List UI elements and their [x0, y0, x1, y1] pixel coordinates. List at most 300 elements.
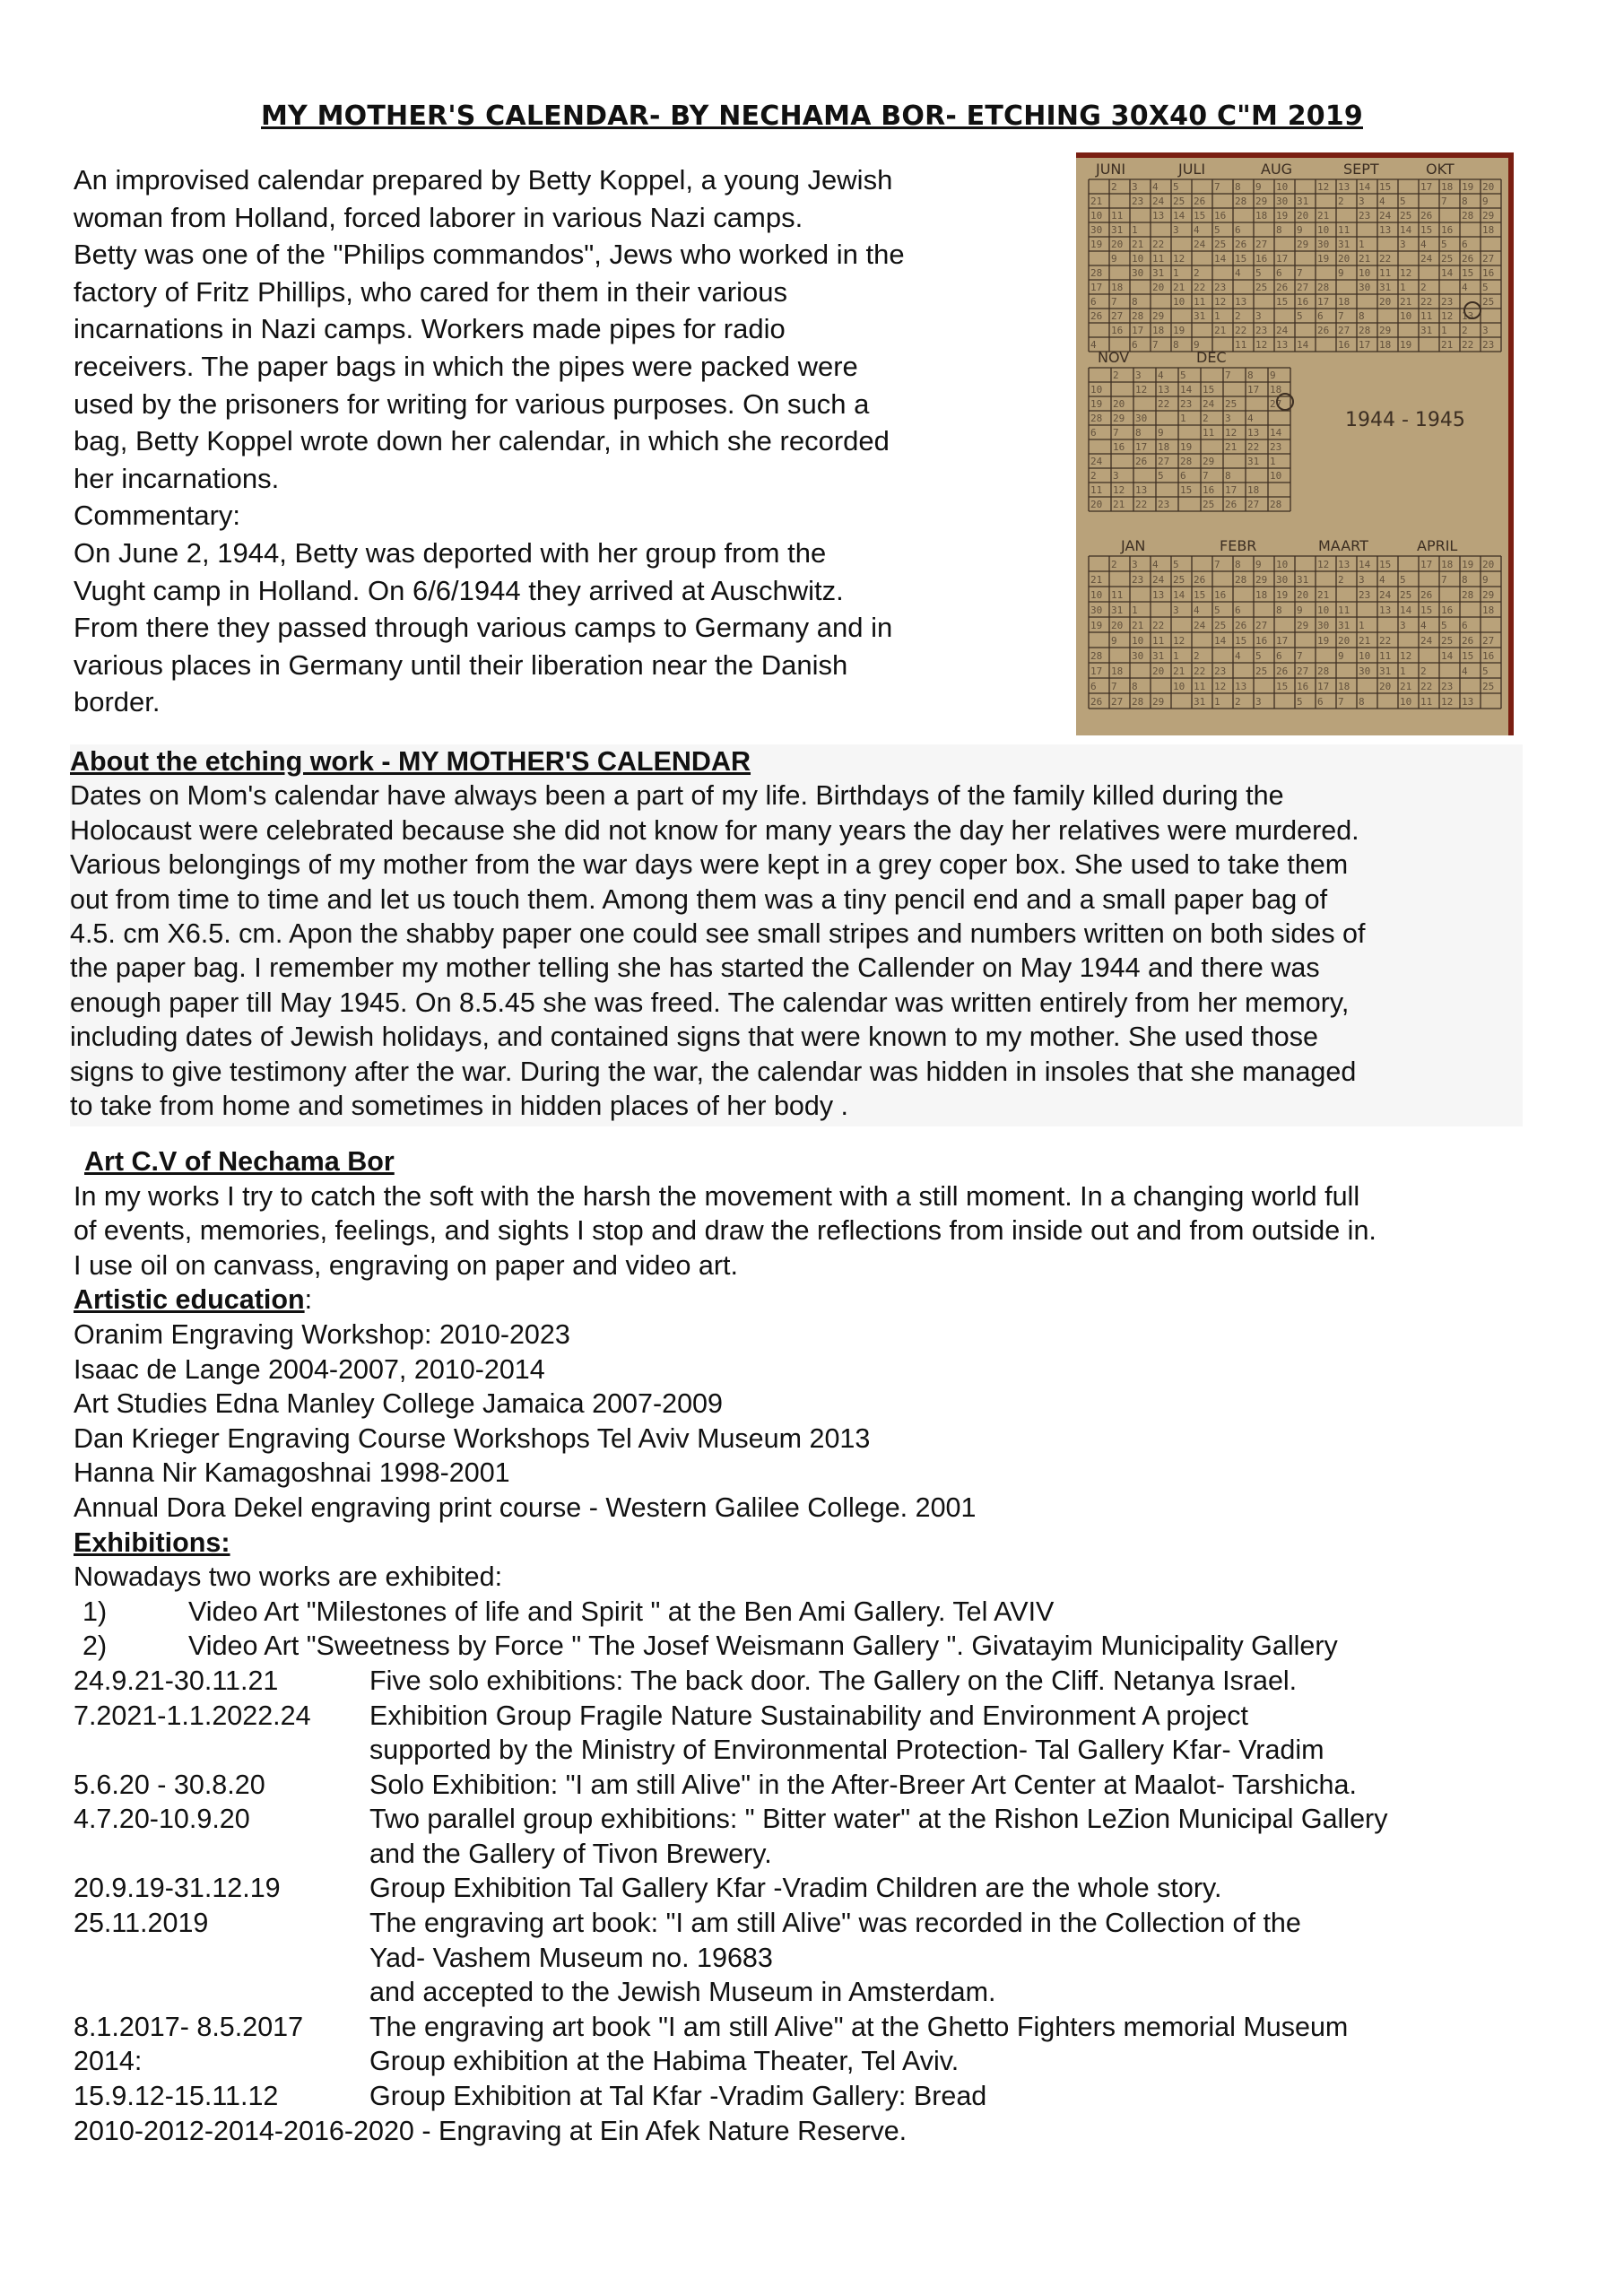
calendar-day-mark: 6 — [1276, 267, 1282, 279]
calendar-day-mark: 30 — [1135, 413, 1148, 424]
calendar-day-mark: 22 — [1420, 681, 1433, 692]
exhibitions-intro: Nowadays two works are exhibited: — [74, 1561, 503, 1593]
calendar-day-mark: 21 — [1317, 589, 1330, 601]
calendar-day-mark: 17 — [1317, 681, 1330, 692]
intro-line: Vught camp in Holland. On 6/6/1944 they arrived at Auschwitz. — [74, 574, 844, 606]
calendar-day-mark: 28 — [1235, 574, 1247, 586]
calendar-day-mark: 7 — [1111, 296, 1117, 308]
calendar-day-mark: 12 — [1113, 484, 1125, 496]
about-line: Various belongings of my mother from the war days were kept in a grey coper box. She used to take them — [70, 849, 1349, 881]
calendar-day-mark: 3 — [1359, 574, 1365, 586]
calendar-day-mark: 17 — [1225, 484, 1238, 496]
calendar-day-mark: 11 — [1194, 296, 1206, 308]
calendar-day-mark: 15 — [1235, 253, 1247, 265]
calendar-day-mark: 28 — [1090, 413, 1103, 424]
exhibition-date: 5.6.20 - 30.8.20 — [74, 1769, 265, 1800]
calendar-day-mark: 22 — [1194, 282, 1206, 293]
calendar-day-mark: 24 — [1379, 210, 1392, 222]
calendar-day-mark: 18 — [1152, 325, 1165, 336]
calendar-day-mark: 13 — [1247, 427, 1260, 439]
calendar-day-mark: 19 — [1400, 339, 1412, 351]
about-line: to take from home and sometimes in hidden places of her body . — [70, 1091, 849, 1122]
calendar-day-mark: 14 — [1441, 267, 1454, 279]
calendar-day-mark: 24 — [1194, 620, 1206, 631]
calendar-day-mark: 5 — [1297, 310, 1303, 322]
calendar-day-mark: 14 — [1180, 384, 1193, 396]
calendar-day-mark: 29 — [1297, 620, 1309, 631]
calendar-day-mark: 2 — [1194, 267, 1200, 279]
calendar-day-mark: 19 — [1276, 210, 1289, 222]
calendar-day-mark: 12 — [1441, 696, 1454, 708]
calendar-day-mark: 15 — [1462, 267, 1474, 279]
calendar-day-mark: 16 — [1441, 604, 1454, 616]
exhibition-date: 15.9.12-15.11.12 — [74, 2081, 279, 2112]
calendar-day-mark: 19 — [1090, 398, 1103, 410]
calendar-day-mark: 27 — [1297, 665, 1309, 677]
month-label: SEPT — [1343, 161, 1379, 178]
calendar-day-mark: 4 — [1247, 413, 1254, 424]
calendar-day-mark: 30 — [1276, 574, 1289, 586]
calendar-day-mark: 14 — [1297, 339, 1309, 351]
calendar-day-mark: 17 — [1135, 441, 1148, 453]
calendar-day-mark: 27 — [1111, 696, 1124, 708]
intro-line: her incarnations. — [74, 462, 280, 494]
intro-line: receivers. The paper bags in which the pipes were packed were — [74, 350, 858, 382]
calendar-day-mark: 18 — [1270, 384, 1282, 396]
paper-top-edge — [1076, 152, 1514, 158]
month-label: NOV — [1098, 349, 1130, 366]
calendar-day-mark: 1 — [1180, 413, 1186, 424]
calendar-day-mark: 14 — [1214, 635, 1227, 647]
exhibition-row — [74, 1664, 1544, 1699]
calendar-day-mark: 1 — [1359, 239, 1365, 250]
calendar-day-mark: 24 — [1152, 574, 1165, 586]
intro-line: border. — [74, 686, 161, 718]
calendar-day-mark: 29 — [1113, 413, 1125, 424]
calendar-day-mark: 11 — [1090, 484, 1103, 496]
calendar-day-mark: 31 — [1297, 574, 1309, 586]
calendar-day-mark: 4 — [1152, 181, 1159, 193]
calendar-day-mark: 16 — [1297, 681, 1309, 692]
calendar-day-mark: 17 — [1090, 665, 1103, 677]
calendar-day-mark: 1 — [1214, 696, 1220, 708]
calendar-day-mark: 8 — [1359, 696, 1365, 708]
calendar-day-mark: 29 — [1152, 696, 1165, 708]
calendar-day-mark: 11 — [1420, 696, 1433, 708]
education-item: Isaac de Lange 2004-2007, 2010-2014 — [74, 1353, 545, 1385]
calendar-day-mark: 21 — [1173, 282, 1185, 293]
calendar-day-mark: 29 — [1379, 325, 1392, 336]
calendar-day-mark: 10 — [1359, 650, 1371, 662]
calendar-day-mark: 27 — [1482, 253, 1495, 265]
calendar-day-mark: 16 — [1111, 325, 1124, 336]
exhibition-description — [369, 1871, 1544, 1906]
calendar-day-mark: 24 — [1420, 635, 1433, 647]
calendar-day-mark: 16 — [1214, 210, 1227, 222]
calendar-day-mark: 31 — [1379, 282, 1392, 293]
education-list — [74, 1318, 1544, 1526]
calendar-day-mark: 22 — [1152, 620, 1165, 631]
calendar-day-mark: 25 — [1214, 620, 1227, 631]
calendar-day-mark: 30 — [1317, 620, 1330, 631]
calendar-day-mark: 7 — [1441, 196, 1447, 207]
calendar-day-mark: 10 — [1270, 470, 1282, 482]
calendar-day-mark: 19 — [1462, 181, 1474, 193]
calendar-day-mark: 15 — [1203, 384, 1215, 396]
calendar-day-mark: 23 — [1359, 589, 1371, 601]
intro-line: factory of Fritz Phillips, who cared for them in their various — [74, 275, 787, 308]
calendar-day-mark: 12 — [1400, 650, 1412, 662]
calendar-day-mark: 4 — [1462, 665, 1468, 677]
calendar-day-mark: 28 — [1090, 650, 1103, 662]
exhibition-line: supported by the Ministry of Environmental Protection- Tal Gallery Kfar- Vradim — [369, 1735, 1324, 1766]
exhibition-description — [369, 1699, 1544, 1768]
calendar-day-mark: 18 — [1247, 484, 1260, 496]
exhibition-line: Group Exhibition Tal Gallery Kfar -Vradim Children are the whole story. — [369, 1873, 1222, 1904]
about-line: Dates on Mom's calendar have always been a part of my life. Birthdays of the family killed during the — [70, 780, 1284, 812]
calendar-day-mark: 5 — [1214, 604, 1220, 616]
calendar-day-mark: 22 — [1235, 325, 1247, 336]
current-work-number: 1) — [83, 1596, 108, 1627]
calendar-day-mark: 20 — [1297, 589, 1309, 601]
calendar-day-mark: 29 — [1482, 210, 1495, 222]
calendar-day-mark: 15 — [1420, 224, 1433, 236]
final-line: 2010-2012-2014-2016-2020 - Engraving at Ein Afek Nature Reserve. — [74, 2115, 908, 2146]
calendar-day-mark: 3 — [1400, 620, 1406, 631]
calendar-day-mark: 4 — [1235, 650, 1241, 662]
about-heading: About the etching work - MY MOTHER'S CALENDAR — [70, 746, 751, 777]
exhibition-line: Yad- Vashem Museum no. 19683 — [369, 1942, 773, 1973]
exhibition-line: and accepted to the Jewish Museum in Amsterdam. — [369, 1977, 996, 2008]
exhibition-description — [369, 1768, 1544, 1803]
calendar-day-mark: 7 — [1111, 681, 1117, 692]
calendar-day-mark: 5 — [1482, 282, 1489, 293]
exhibition-row — [74, 1906, 1544, 2010]
calendar-day-mark: 27 — [1255, 620, 1268, 631]
calendar-day-mark: 4 — [1235, 267, 1241, 279]
calendar-day-mark: 10 — [1090, 589, 1103, 601]
calendar-day-mark: 2 — [1338, 574, 1344, 586]
calendar-day-mark: 5 — [1297, 696, 1303, 708]
calendar-day-mark: 7 — [1297, 650, 1303, 662]
exhibition-date: 20.9.19-31.12.19 — [74, 1873, 281, 1904]
exhibitions-list — [74, 1664, 1544, 2114]
calendar-day-mark: 21 — [1132, 239, 1144, 250]
calendar-day-mark: 30 — [1359, 282, 1371, 293]
calendar-day-mark: 27 — [1158, 456, 1170, 467]
calendar-day-mark: 21 — [1400, 681, 1412, 692]
calendar-day-mark: 31 — [1420, 325, 1433, 336]
calendar-day-mark: 28 — [1235, 196, 1247, 207]
calendar-day-mark: 22 — [1194, 665, 1206, 677]
calendar-day-mark: 18 — [1482, 224, 1495, 236]
calendar-day-mark: 1 — [1359, 620, 1365, 631]
calendar-day-mark: 17 — [1420, 181, 1433, 193]
education-item: Annual Dora Dekel engraving print course - Western Galilee College. 2001 — [74, 1492, 977, 1523]
calendar-day-mark: 31 — [1152, 650, 1165, 662]
calendar-day-mark: 9 — [1111, 253, 1117, 265]
calendar-day-mark: 12 — [1214, 296, 1227, 308]
calendar-day-mark: 6 — [1090, 427, 1097, 439]
calendar-day-mark: 19 — [1317, 635, 1330, 647]
calendar-day-mark: 25 — [1441, 635, 1454, 647]
exhibition-line: Five solo exhibitions: The back door. The Gallery on the Cliff. Netanya Israel. — [369, 1665, 1298, 1696]
calendar-day-mark: 4 — [1379, 196, 1385, 207]
calendar-day-mark: 7 — [1441, 574, 1447, 586]
calendar-day-mark: 2 — [1420, 665, 1427, 677]
calendar-day-mark: 24 — [1090, 456, 1103, 467]
calendar-day-mark: 21 — [1317, 210, 1330, 222]
exhibition-description — [369, 2044, 1544, 2079]
about-line: including dates of Jewish holidays, and contained signs that were known to my mother. She used those — [70, 1022, 1318, 1053]
calendar-day-mark: 19 — [1462, 559, 1474, 570]
calendar-day-mark: 31 — [1247, 456, 1260, 467]
calendar-day-mark: 10 — [1132, 253, 1144, 265]
calendar-day-mark: 9 — [1158, 427, 1164, 439]
calendar-day-mark: 6 — [1132, 339, 1138, 351]
calendar-day-mark: 10 — [1276, 181, 1289, 193]
calendar-day-mark: 9 — [1338, 267, 1344, 279]
calendar-day-mark: 20 — [1482, 181, 1495, 193]
calendar-day-mark: 2 — [1338, 196, 1344, 207]
calendar-day-mark: 5 — [1173, 559, 1179, 570]
current-works-list — [74, 1595, 1544, 1664]
cv-section — [74, 1144, 1544, 2148]
calendar-day-mark: 20 — [1379, 681, 1392, 692]
exhibition-line: Solo Exhibition: "I am still Alive" in the After-Breer Art Center at Maalot- Tarshicha. — [369, 1769, 1357, 1800]
calendar-day-mark: 6 — [1235, 224, 1241, 236]
calendar-day-mark: 7 — [1214, 181, 1220, 193]
calendar-day-mark: 17 — [1317, 296, 1330, 308]
calendar-day-mark: 4 — [1194, 224, 1200, 236]
about-section — [70, 744, 1523, 1126]
calendar-day-mark: 5 — [1255, 650, 1262, 662]
calendar-day-mark: 14 — [1441, 650, 1454, 662]
calendar-day-mark: 28 — [1317, 665, 1330, 677]
calendar-day-mark: 23 — [1359, 210, 1371, 222]
calendar-day-mark: 18 — [1482, 604, 1495, 616]
intro-line: On June 2, 1944, Betty was deported with her group from the — [74, 536, 827, 569]
calendar-day-mark: 10 — [1400, 310, 1412, 322]
calendar-day-mark: 10 — [1173, 681, 1185, 692]
calendar-day-mark: 15 — [1276, 681, 1289, 692]
calendar-day-mark: 27 — [1297, 282, 1309, 293]
calendar-day-mark: 11 — [1420, 310, 1433, 322]
calendar-day-mark: 13 — [1379, 224, 1392, 236]
intro-line: An improvised calendar prepared by Betty Koppel, a young Jewish — [74, 164, 893, 196]
calendar-day-mark: 5 — [1482, 665, 1489, 677]
calendar-day-mark: 19 — [1090, 620, 1103, 631]
calendar-day-mark: 30 — [1276, 196, 1289, 207]
calendar-day-mark: 26 — [1317, 325, 1330, 336]
calendar-day-mark: 26 — [1276, 282, 1289, 293]
calendar-day-mark: 15 — [1194, 589, 1206, 601]
calendar-day-mark: 26 — [1135, 456, 1148, 467]
calendar-grid-bottom — [1089, 556, 1501, 709]
exhibition-description — [369, 1802, 1544, 1871]
statement-line: of events, memories, feelings, and sights I stop and draw the reflections from inside out and from outside in. — [74, 1215, 1376, 1247]
calendar-day-mark: 20 — [1113, 398, 1125, 410]
calendar-day-mark: 2 — [1090, 470, 1097, 482]
about-line: out from time to time and let us touch them. Among them was a tiny pencil end and a small paper bag of — [70, 883, 1328, 915]
about-line: the paper bag. I remember my mother telling she has started the Callender on May 1944 and there was — [70, 952, 1320, 984]
calendar-day-mark: 26 — [1194, 574, 1206, 586]
calendar-day-mark: 14 — [1270, 427, 1282, 439]
month-label: JAN — [1121, 537, 1146, 554]
calendar-day-mark: 9 — [1194, 339, 1200, 351]
calendar-day-mark: 23 — [1158, 499, 1170, 510]
about-line: signs to give testimony after the war. During the war, the calendar was hidden in insoles that she managed — [70, 1056, 1357, 1087]
calendar-day-mark: 10 — [1132, 635, 1144, 647]
calendar-day-mark: 28 — [1317, 282, 1330, 293]
calendar-day-mark: 13 — [1338, 181, 1350, 193]
calendar-day-mark: 11 — [1379, 650, 1392, 662]
exhibition-row — [74, 1768, 1544, 1803]
exhibition-line: Group Exhibition at Tal Kfar -Vradim Gallery: Bread — [369, 2081, 987, 2112]
calendar-day-mark: 18 — [1441, 181, 1454, 193]
calendar-day-mark: 30 — [1132, 267, 1144, 279]
calendar-day-mark: 3 — [1135, 370, 1142, 381]
calendar-day-mark: 7 — [1203, 470, 1209, 482]
calendar-day-mark: 25 — [1173, 196, 1185, 207]
calendar-day-mark: 8 — [1235, 559, 1241, 570]
intro-line: Betty was one of the "Philips commandos", Jews who worked in the — [74, 239, 905, 271]
month-label: AUG — [1261, 161, 1293, 178]
calendar-day-mark: 21 — [1173, 665, 1185, 677]
calendar-day-mark: 11 — [1338, 224, 1350, 236]
calendar-day-mark: 31 — [1111, 224, 1124, 236]
calendar-day-mark: 6 — [1317, 310, 1324, 322]
calendar-day-mark: 13 — [1158, 384, 1170, 396]
calendar-day-mark: 14 — [1359, 559, 1371, 570]
calendar-day-mark: 2 — [1194, 650, 1200, 662]
calendar-day-mark: 26 — [1194, 196, 1206, 207]
calendar-day-mark: 15 — [1180, 484, 1193, 496]
month-label: MAART — [1318, 537, 1368, 554]
month-label: OKT — [1426, 161, 1455, 178]
calendar-day-mark: 9 — [1482, 196, 1489, 207]
calendar-day-mark: 25 — [1400, 589, 1412, 601]
calendar-day-mark: 20 — [1482, 559, 1495, 570]
calendar-day-mark: 19 — [1090, 239, 1103, 250]
calendar-day-mark: 13 — [1338, 559, 1350, 570]
calendar-day-mark: 16 — [1482, 267, 1495, 279]
calendar-day-mark: 20 — [1338, 635, 1350, 647]
exhibition-row — [74, 1699, 1544, 1768]
calendar-day-mark: 4 — [1158, 370, 1164, 381]
intro-line: incarnations in Nazi camps. Workers made pipes for radio — [74, 313, 786, 345]
calendar-day-mark: 9 — [1297, 224, 1303, 236]
calendar-day-mark: 2 — [1420, 282, 1427, 293]
calendar-grid-top — [1089, 179, 1501, 352]
calendar-day-mark: 28 — [1462, 210, 1474, 222]
calendar-day-mark: 6 — [1462, 239, 1468, 250]
exhibition-description — [369, 2079, 1544, 2114]
calendar-day-mark: 8 — [1359, 310, 1365, 322]
exhibition-row — [74, 2044, 1544, 2079]
calendar-day-mark: 5 — [1441, 620, 1447, 631]
calendar-day-mark: 20 — [1338, 253, 1350, 265]
calendar-day-mark: 25 — [1214, 239, 1227, 250]
calendar-day-mark: 29 — [1255, 574, 1268, 586]
calendar-day-mark: 31 — [1379, 665, 1392, 677]
calendar-day-mark: 2 — [1113, 370, 1119, 381]
calendar-day-mark: 20 — [1111, 239, 1124, 250]
calendar-day-mark: 27 — [1255, 239, 1268, 250]
calendar-day-mark: 14 — [1214, 253, 1227, 265]
exhibition-line: The engraving art book: "I am still Alive" was recorded in the Collection of the — [369, 1908, 1301, 1939]
calendar-day-mark: 18 — [1379, 339, 1392, 351]
calendar-day-mark: 24 — [1420, 253, 1433, 265]
calendar-day-mark: 13 — [1235, 681, 1247, 692]
calendar-day-mark: 12 — [1214, 681, 1227, 692]
exhibition-date: 4.7.20-10.9.20 — [74, 1804, 250, 1835]
intro-line: bag, Betty Koppel wrote down her calendar, in which she recorded — [74, 425, 890, 457]
calendar-day-mark: 2 — [1203, 413, 1209, 424]
calendar-day-mark: 18 — [1338, 681, 1350, 692]
calendar-day-mark: 1 — [1400, 282, 1406, 293]
calendar-day-mark: 4 — [1090, 339, 1097, 351]
calendar-day-mark: 8 — [1173, 339, 1179, 351]
calendar-day-mark: 7 — [1297, 267, 1303, 279]
calendar-day-mark: 10 — [1276, 559, 1289, 570]
calendar-day-mark: 21 — [1359, 253, 1371, 265]
calendar-day-mark: 27 — [1270, 398, 1282, 410]
calendar-day-mark: 3 — [1255, 310, 1262, 322]
calendar-day-mark: 31 — [1194, 310, 1206, 322]
about-line: 4.5. cm X6.5. cm. Apon the shabby paper one could see small stripes and numbers written on both sides of — [70, 918, 1366, 950]
calendar-day-mark: 4 — [1462, 282, 1468, 293]
calendar-day-mark: 25 — [1400, 210, 1412, 222]
calendar-day-mark: 5 — [1255, 267, 1262, 279]
calendar-day-mark: 17 — [1132, 325, 1144, 336]
calendar-day-mark: 11 — [1111, 589, 1124, 601]
calendar-day-mark: 10 — [1359, 267, 1371, 279]
education-heading-line — [74, 1283, 1544, 1318]
calendar-day-mark: 30 — [1317, 239, 1330, 250]
calendar-day-mark: 5 — [1180, 370, 1186, 381]
calendar-day-mark: 5 — [1173, 181, 1179, 193]
calendar-day-mark: 29 — [1152, 310, 1165, 322]
calendar-day-mark: 29 — [1297, 239, 1309, 250]
calendar-day-mark: 8 — [1132, 296, 1138, 308]
calendar-day-mark: 16 — [1482, 650, 1495, 662]
calendar-day-mark: 20 — [1111, 620, 1124, 631]
education-colon: : — [304, 1284, 313, 1316]
calendar-day-mark: 16 — [1203, 484, 1215, 496]
calendar-day-mark: 9 — [1297, 604, 1303, 616]
calendar-day-mark: 19 — [1173, 325, 1185, 336]
calendar-day-mark: 3 — [1482, 325, 1489, 336]
calendar-day-mark: 2 — [1111, 559, 1117, 570]
exhibition-row — [74, 1802, 1544, 1871]
calendar-day-mark: 21 — [1359, 635, 1371, 647]
calendar-day-mark: 3 — [1255, 696, 1262, 708]
intro-line: Commentary: — [74, 500, 241, 532]
calendar-day-mark: 1 — [1173, 267, 1179, 279]
calendar-day-mark: 20 — [1379, 296, 1392, 308]
calendar-day-mark: 29 — [1203, 456, 1215, 467]
calendar-day-mark: 21 — [1090, 574, 1103, 586]
calendar-day-mark: 28 — [1132, 696, 1144, 708]
calendar-day-mark: 18 — [1338, 296, 1350, 308]
calendar-day-mark: 22 — [1247, 441, 1260, 453]
calendar-day-mark: 12 — [1400, 267, 1412, 279]
calendar-day-mark: 23 — [1482, 339, 1495, 351]
calendar-day-mark: 6 — [1462, 620, 1468, 631]
intro-line: woman from Holland, forced laborer in various Nazi camps. — [74, 201, 803, 233]
calendar-day-mark: 21 — [1400, 296, 1412, 308]
